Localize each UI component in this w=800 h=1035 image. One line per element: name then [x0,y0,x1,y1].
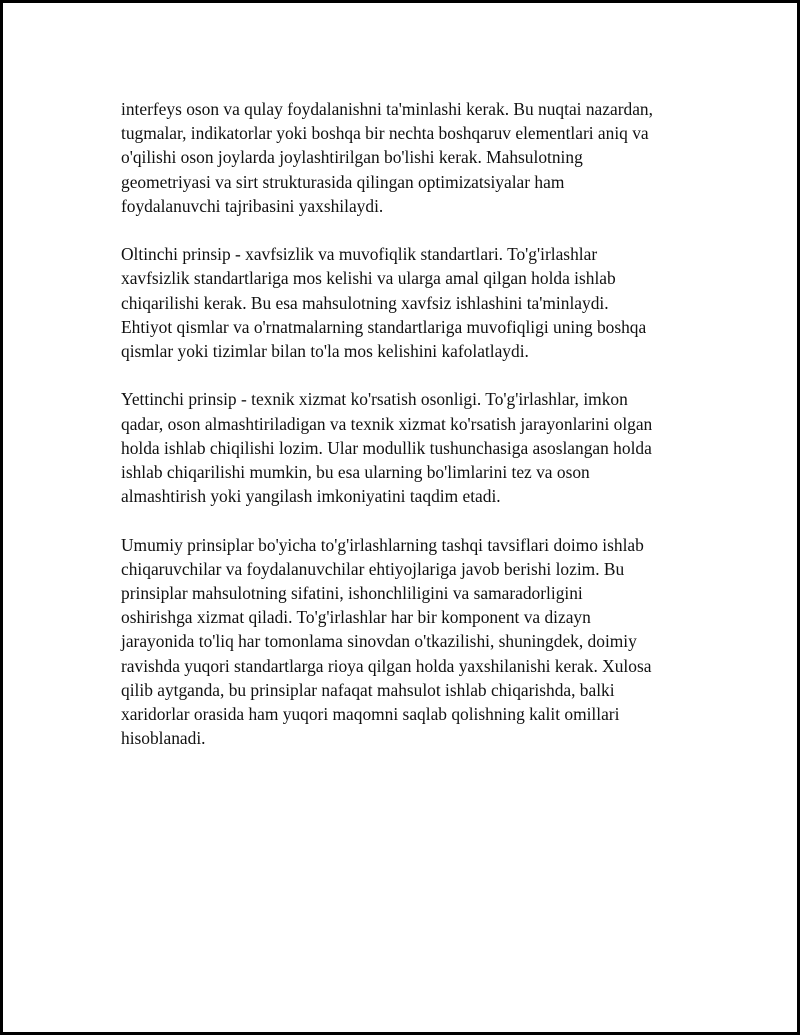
paragraph-seventh-principle [121,387,701,508]
text-line: Umumiy prinsiplar bo'yicha to'g'irlashlarning tashqi tavsiflari doimo ishlab [121,534,644,555]
text-line: chiqarilishi kerak. Bu esa mahsulotning xavfsiz ishlashini ta'minlaydi. [121,292,609,313]
text-line: interfeys oson va qulay foydalanishni ta'minlashi kerak. Bu nuqtai nazardan, [121,99,653,119]
text-line: ravishda yuqori standartlarga rioya qilgan holda yaxshilanishi kerak. Xulosa [121,655,652,676]
text-line: chiqaruvchilar va foydalanuvchilar ehtiyojlariga javob berishi lozim. Bu [121,558,625,579]
paragraph-interface-usability [121,97,701,218]
text-line: tugmalar, indikatorlar yoki boshqa bir nechta boshqaruv elementlari aniq va [121,123,649,144]
text-line: xaridorlar orasida ham yuqori maqomni saqlab qolishning kalit omillari [121,704,620,725]
text-line: o'qilishi oson joylarda joylashtirilgan bo'lishi kerak. Mahsulotning [121,147,583,168]
paragraph-general-principles [121,533,701,751]
text-line: prinsiplar mahsulotning sifatini, ishonchliligini va samaradorligini [121,583,583,604]
text-line: jarayonida to'liq har tomonlama sinovdan o'tkazilishi, shuningdek, doimiy [121,631,637,652]
text-line: holda ishlab chiqilishi lozim. Ular modullik tushunchasiga asoslangan holda [121,437,652,458]
text-line: ishlab chiqarilishi mumkin, bu esa ularning bo'limlarini tez va oson [121,462,590,483]
document-body [121,97,701,775]
text-line: Ehtiyot qismlar va o'rnatmalarning standartlariga muvofiqligi uning boshqa [121,316,647,337]
text-line: geometriyasi va sirt strukturasida qilingan optimizatsiyalar ham [121,171,565,192]
text-line: oshirishga xizmat qiladi. To'g'irlashlar har bir komponent va dizayn [121,607,591,628]
text-line: xavfsizlik standartlariga mos kelishi va ularga amal qilgan holda ishlab [121,268,616,289]
paragraph-sixth-principle [121,242,701,363]
text-line: hisoblanadi. [121,728,206,749]
text-line: qadar, oson almashtiriladigan va texnik xizmat ko'rsatish jarayonlarini olgan [121,413,653,434]
text-line: Yettinchi prinsip - texnik xizmat ko'rsatish osonligi. To'g'irlashlar, imkon [121,389,628,410]
text-line: qismlar yoki tizimlar bilan to'la mos kelishini kafolatlaydi. [121,341,529,362]
text-line: almashtirish yoki yangilash imkoniyatini taqdim etadi. [121,486,501,507]
text-line: foydalanuvchi tajribasini yaxshilaydi. [121,195,384,216]
text-line: qilib aytganda, bu prinsiplar nafaqat mahsulot ishlab chiqarishda, balki [121,679,615,700]
text-line: Oltinchi prinsip - xavfsizlik va muvofiqlik standartlari. To'g'irlashlar [121,244,598,265]
